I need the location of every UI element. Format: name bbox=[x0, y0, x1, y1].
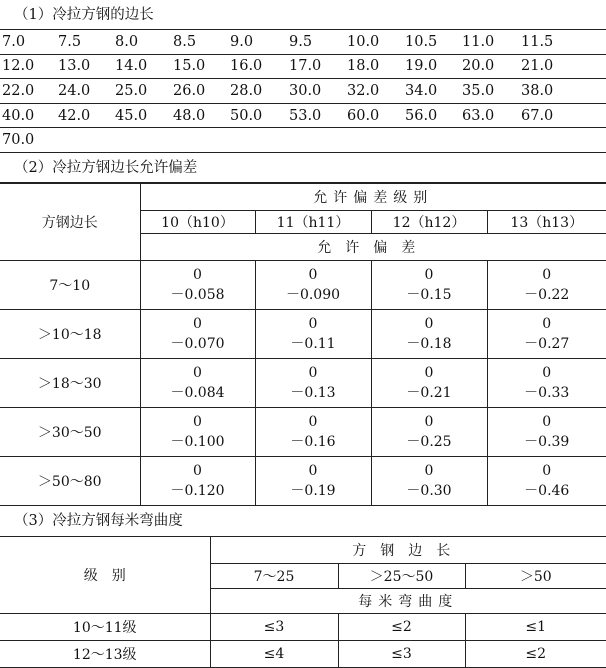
side-length-value: 14.0 bbox=[113, 54, 171, 79]
side-length-value: 12.0 bbox=[0, 54, 56, 79]
table-row bbox=[0, 128, 606, 153]
sub-header-tolerance: 允许偏差 bbox=[140, 233, 606, 260]
grade-label: 10～11级 bbox=[0, 613, 210, 640]
bending-value: ≤2 bbox=[338, 613, 465, 640]
grade-header: 13（h13） bbox=[487, 210, 606, 233]
side-length-range: ＞30～50 bbox=[0, 407, 140, 456]
side-length-value bbox=[56, 128, 113, 153]
lower-deviation: －0.15 bbox=[372, 285, 487, 305]
table-row bbox=[0, 640, 606, 667]
lower-deviation: －0.100 bbox=[141, 432, 255, 452]
side-length-value: 34.0 bbox=[403, 79, 460, 104]
table-row bbox=[0, 309, 606, 358]
section2-title: （2）冷拉方钢边长允许偏差 bbox=[0, 153, 606, 183]
side-length-value: 56.0 bbox=[403, 103, 460, 128]
bending-table bbox=[0, 536, 606, 668]
tolerance-cell bbox=[487, 309, 606, 358]
side-length-range: ＞10～18 bbox=[0, 309, 140, 358]
table-row bbox=[0, 54, 606, 79]
tolerance-cell bbox=[255, 407, 371, 456]
table-row bbox=[0, 30, 606, 54]
side-length-value: 15.0 bbox=[171, 54, 228, 79]
side-length-value: 8.5 bbox=[171, 30, 228, 54]
lower-deviation: －0.120 bbox=[141, 481, 255, 501]
upper-deviation: 0 bbox=[488, 314, 606, 334]
side-length-value: 45.0 bbox=[113, 103, 171, 128]
side-length-value: 9.0 bbox=[228, 30, 287, 54]
group-header-grade: 允许偏差级别 bbox=[140, 183, 606, 210]
lower-deviation: －0.30 bbox=[372, 481, 487, 501]
side-length-value: 67.0 bbox=[519, 103, 606, 128]
upper-deviation: 0 bbox=[256, 314, 371, 334]
side-length-value: 32.0 bbox=[345, 79, 403, 104]
upper-deviation: 0 bbox=[141, 265, 255, 285]
tolerance-cell bbox=[140, 309, 255, 358]
tolerance-cell bbox=[140, 456, 255, 505]
side-length-value bbox=[519, 128, 606, 153]
tolerance-table bbox=[0, 183, 606, 506]
table-row bbox=[0, 103, 606, 128]
upper-deviation: 0 bbox=[256, 363, 371, 383]
side-length-value: 19.0 bbox=[403, 54, 460, 79]
tolerance-cell bbox=[371, 456, 487, 505]
row-header-grade: 级 别 bbox=[0, 536, 210, 613]
side-length-value: 63.0 bbox=[460, 103, 519, 128]
side-length-value: 20.0 bbox=[460, 54, 519, 79]
upper-deviation: 0 bbox=[141, 363, 255, 383]
table-row bbox=[0, 407, 606, 456]
side-length-value: 60.0 bbox=[345, 103, 403, 128]
side-length-table bbox=[0, 30, 606, 153]
side-length-value: 70.0 bbox=[0, 128, 56, 153]
range-header: ＞25～50 bbox=[338, 563, 465, 588]
lower-deviation: －0.25 bbox=[372, 432, 487, 452]
tolerance-cell bbox=[371, 407, 487, 456]
lower-deviation: －0.13 bbox=[256, 383, 371, 403]
side-length-value: 17.0 bbox=[287, 54, 345, 79]
side-length-value: 11.5 bbox=[519, 30, 606, 54]
lower-deviation: －0.19 bbox=[256, 481, 371, 501]
table-row bbox=[0, 456, 606, 505]
tolerance-cell bbox=[371, 260, 487, 309]
lower-deviation: －0.46 bbox=[488, 481, 606, 501]
grade-header: 10（h10） bbox=[140, 210, 255, 233]
tolerance-cell bbox=[487, 456, 606, 505]
side-length-value: 40.0 bbox=[0, 103, 56, 128]
upper-deviation: 0 bbox=[141, 412, 255, 432]
range-header: ＞50 bbox=[465, 563, 606, 588]
side-length-value: 25.0 bbox=[113, 79, 171, 104]
lower-deviation: －0.22 bbox=[488, 285, 606, 305]
upper-deviation: 0 bbox=[372, 265, 487, 285]
side-length-value bbox=[228, 128, 287, 153]
lower-deviation: －0.39 bbox=[488, 432, 606, 452]
grade-label: 12～13级 bbox=[0, 640, 210, 667]
tolerance-cell bbox=[487, 260, 606, 309]
upper-deviation: 0 bbox=[488, 412, 606, 432]
side-length-value: 7.5 bbox=[56, 30, 113, 54]
tolerance-cell bbox=[255, 456, 371, 505]
upper-deviation: 0 bbox=[141, 461, 255, 481]
tolerance-cell bbox=[255, 358, 371, 407]
side-length-value: 10.5 bbox=[403, 30, 460, 54]
upper-deviation: 0 bbox=[488, 363, 606, 383]
table-row bbox=[0, 79, 606, 104]
side-length-value: 26.0 bbox=[171, 79, 228, 104]
side-length-value: 48.0 bbox=[171, 103, 228, 128]
side-length-value bbox=[345, 128, 403, 153]
tolerance-cell bbox=[487, 358, 606, 407]
side-length-value: 28.0 bbox=[228, 79, 287, 104]
lower-deviation: －0.090 bbox=[256, 285, 371, 305]
lower-deviation: －0.16 bbox=[256, 432, 371, 452]
section1-title: （1）冷拉方钢的边长 bbox=[0, 0, 606, 30]
side-length-value: 13.0 bbox=[56, 54, 113, 79]
side-length-value: 50.0 bbox=[228, 103, 287, 128]
upper-deviation: 0 bbox=[256, 461, 371, 481]
section3-title: （3）冷拉方钢每米弯曲度 bbox=[0, 506, 606, 536]
table-row bbox=[0, 260, 606, 309]
bending-value: ≤4 bbox=[210, 640, 338, 667]
side-length-value bbox=[113, 128, 171, 153]
upper-deviation: 0 bbox=[256, 265, 371, 285]
upper-deviation: 0 bbox=[256, 412, 371, 432]
tolerance-cell bbox=[371, 309, 487, 358]
lower-deviation: －0.070 bbox=[141, 334, 255, 354]
group-header-side-length: 方钢边长 bbox=[210, 536, 606, 563]
lower-deviation: －0.33 bbox=[488, 383, 606, 403]
upper-deviation: 0 bbox=[372, 314, 487, 334]
tolerance-cell bbox=[140, 407, 255, 456]
range-header: 7～25 bbox=[210, 563, 338, 588]
tolerance-cell bbox=[140, 358, 255, 407]
table-row bbox=[0, 613, 606, 640]
side-length-value: 21.0 bbox=[519, 54, 606, 79]
bending-value: ≤3 bbox=[210, 613, 338, 640]
tolerance-cell bbox=[487, 407, 606, 456]
side-length-value: 9.5 bbox=[287, 30, 345, 54]
side-length-value: 42.0 bbox=[56, 103, 113, 128]
upper-deviation: 0 bbox=[372, 412, 487, 432]
upper-deviation: 0 bbox=[488, 265, 606, 285]
side-length-value: 35.0 bbox=[460, 79, 519, 104]
lower-deviation: －0.084 bbox=[141, 383, 255, 403]
side-length-value: 16.0 bbox=[228, 54, 287, 79]
sub-header-bending: 每米弯曲度 bbox=[210, 588, 606, 613]
side-length-value bbox=[403, 128, 460, 153]
side-length-value: 30.0 bbox=[287, 79, 345, 104]
side-length-value: 22.0 bbox=[0, 79, 56, 104]
row-header-side-length: 方钢边长 bbox=[0, 183, 140, 260]
side-length-value: 53.0 bbox=[287, 103, 345, 128]
bending-value: ≤3 bbox=[338, 640, 465, 667]
side-length-range: 7～10 bbox=[0, 260, 140, 309]
side-length-value: 18.0 bbox=[345, 54, 403, 79]
lower-deviation: －0.27 bbox=[488, 334, 606, 354]
lower-deviation: －0.21 bbox=[372, 383, 487, 403]
tolerance-cell bbox=[140, 260, 255, 309]
side-length-range: ＞18～30 bbox=[0, 358, 140, 407]
tolerance-cell bbox=[371, 358, 487, 407]
side-length-value bbox=[287, 128, 345, 153]
side-length-value: 38.0 bbox=[519, 79, 606, 104]
tolerance-cell bbox=[255, 260, 371, 309]
tolerance-cell bbox=[255, 309, 371, 358]
side-length-value: 10.0 bbox=[345, 30, 403, 54]
bending-value: ≤2 bbox=[465, 640, 606, 667]
grade-header: 11（h11） bbox=[255, 210, 371, 233]
side-length-value bbox=[460, 128, 519, 153]
lower-deviation: －0.058 bbox=[141, 285, 255, 305]
lower-deviation: －0.18 bbox=[372, 334, 487, 354]
upper-deviation: 0 bbox=[372, 363, 487, 383]
side-length-value: 7.0 bbox=[0, 30, 56, 54]
side-length-range: ＞50～80 bbox=[0, 456, 140, 505]
side-length-value: 24.0 bbox=[56, 79, 113, 104]
upper-deviation: 0 bbox=[141, 314, 255, 334]
lower-deviation: －0.11 bbox=[256, 334, 371, 354]
bending-value: ≤1 bbox=[465, 613, 606, 640]
upper-deviation: 0 bbox=[488, 461, 606, 481]
side-length-value bbox=[171, 128, 228, 153]
side-length-value: 8.0 bbox=[113, 30, 171, 54]
table-row bbox=[0, 358, 606, 407]
upper-deviation: 0 bbox=[372, 461, 487, 481]
side-length-value: 11.0 bbox=[460, 30, 519, 54]
grade-header: 12（h12） bbox=[371, 210, 487, 233]
